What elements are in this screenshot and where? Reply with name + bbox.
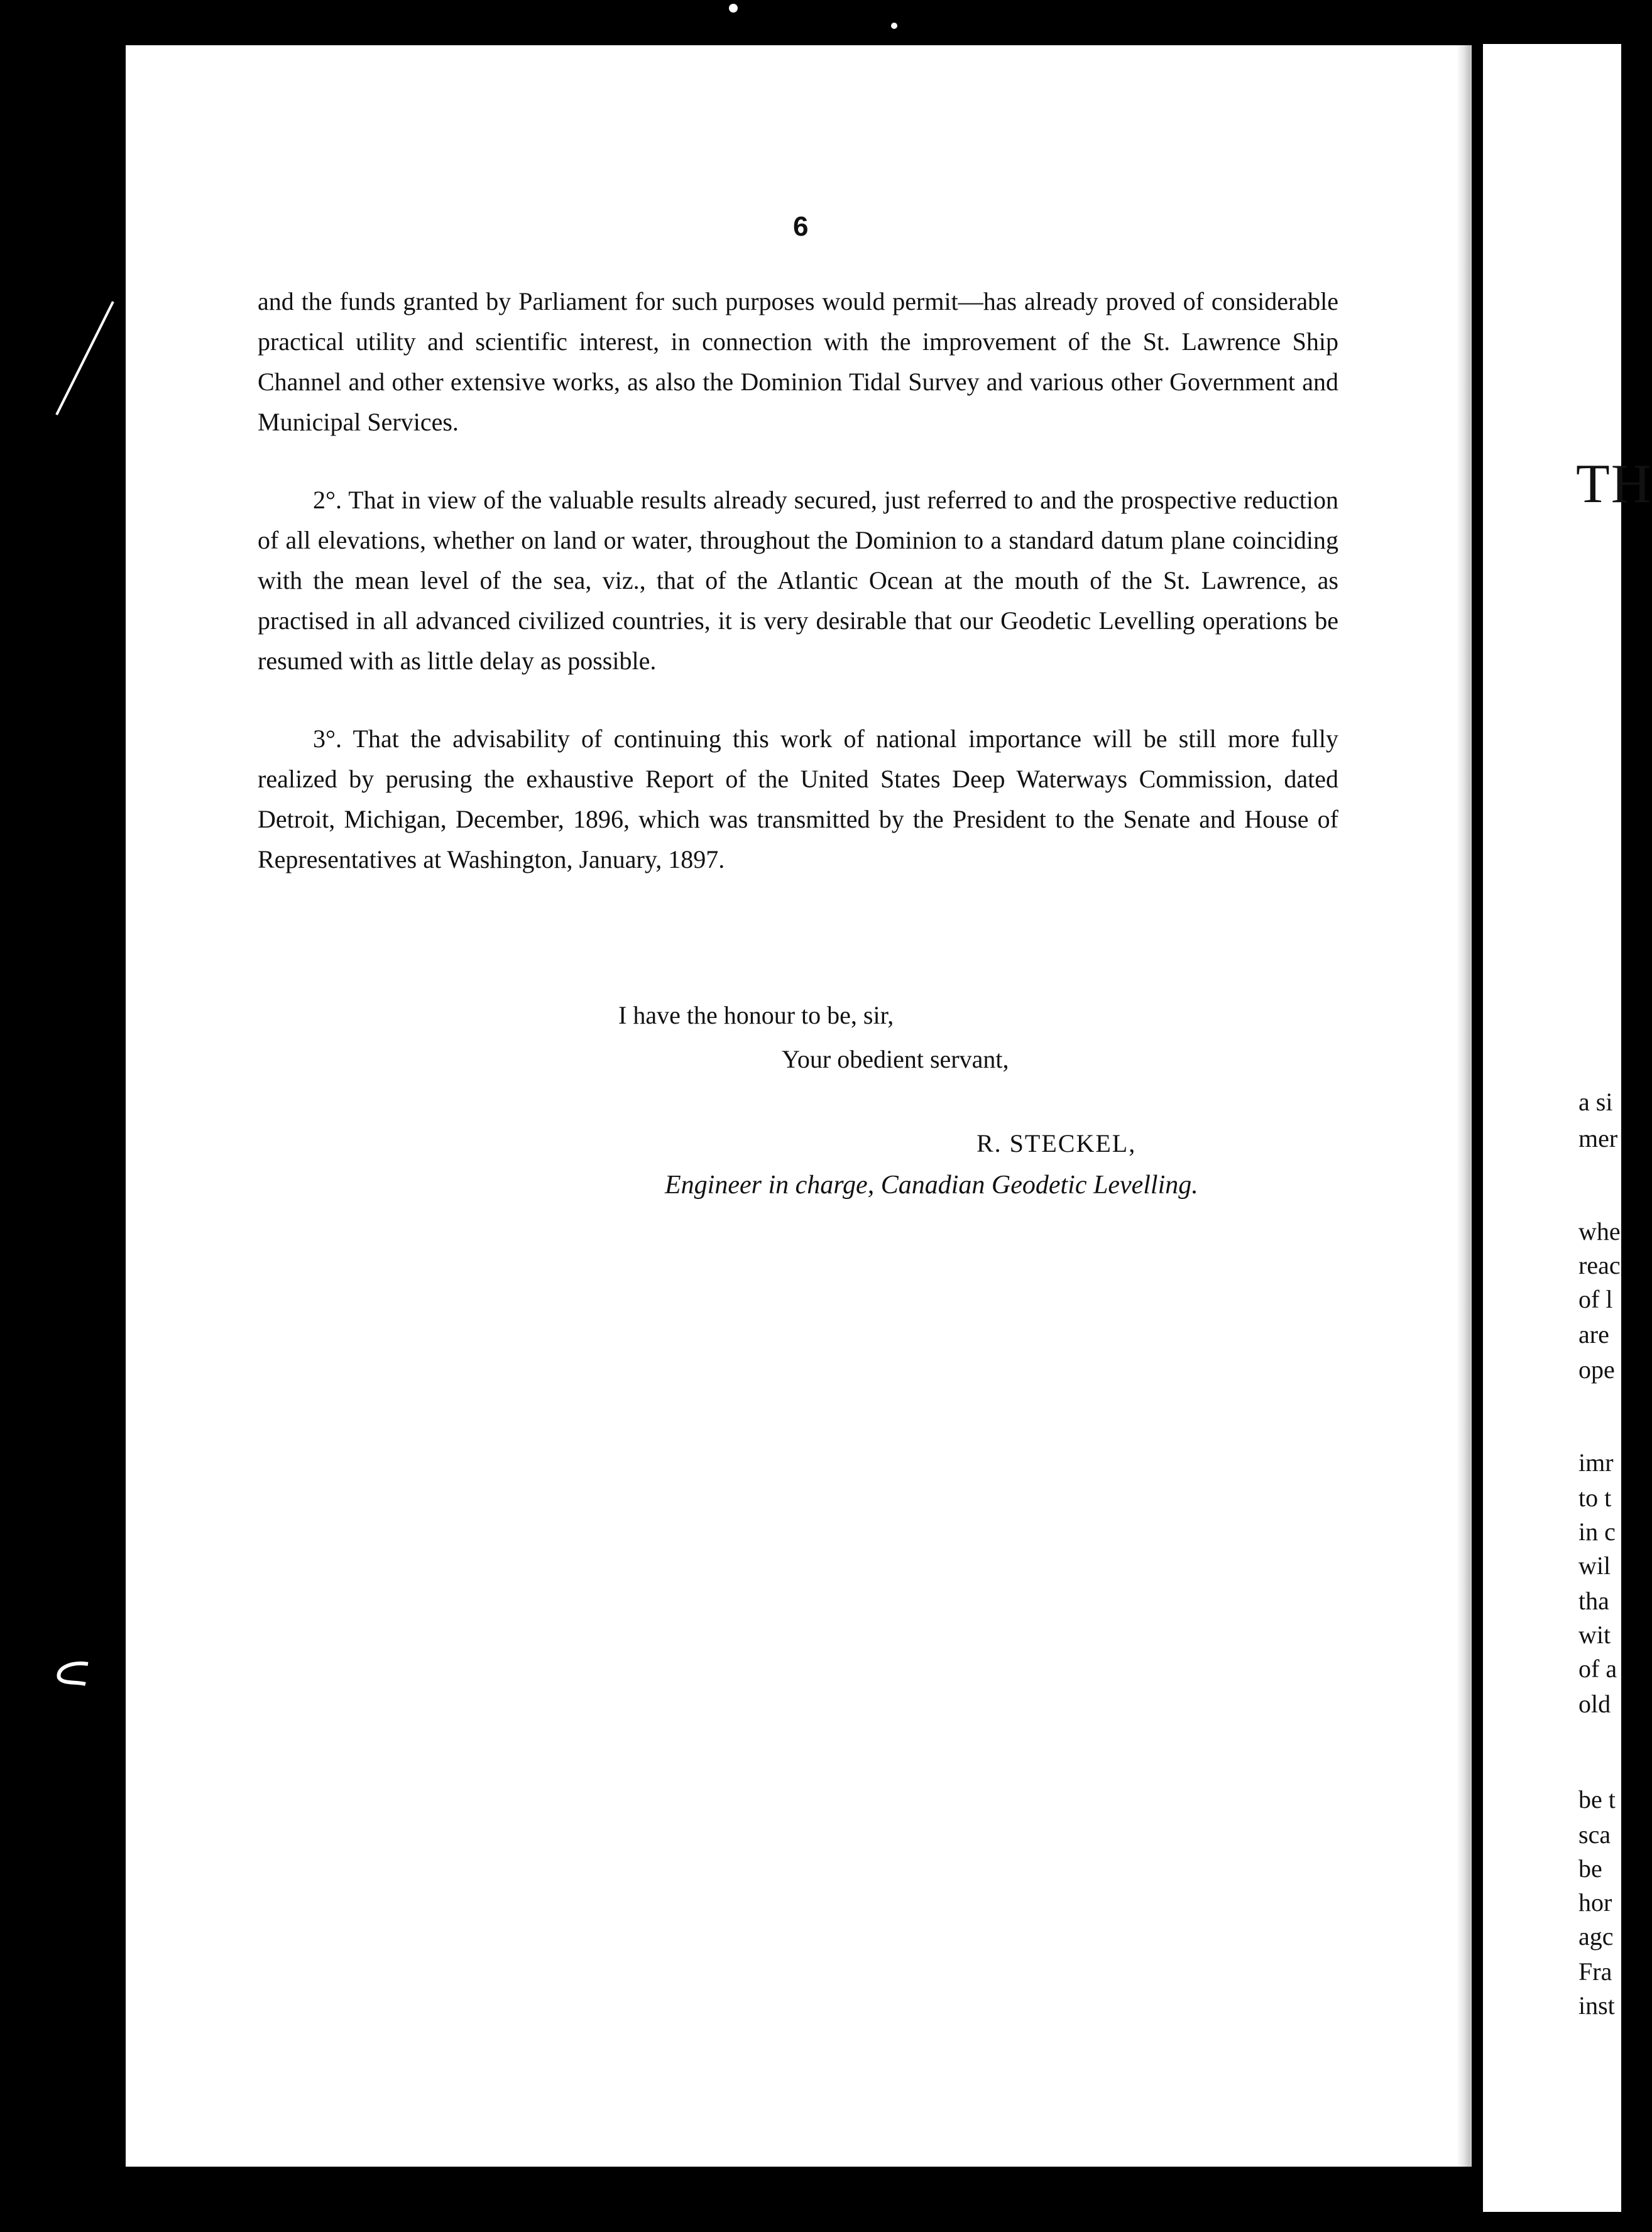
margin-pen-stroke: [38, 295, 126, 421]
signature-name: R. STECKEL,: [976, 1129, 1137, 1157]
facing-page-fragment: wit: [1578, 1621, 1611, 1649]
facing-page-fragment: in c: [1578, 1518, 1616, 1546]
facing-page-fragment: tha: [1578, 1587, 1609, 1615]
facing-page-fragment: whe: [1578, 1217, 1621, 1245]
scan-speck: [729, 4, 738, 13]
scan-speck: [891, 23, 897, 29]
margin-ink-mark: [50, 1659, 94, 1690]
facing-page-fragment: Fra: [1578, 1957, 1612, 1986]
facing-page-fragment: of a: [1578, 1655, 1617, 1683]
facing-page-fragment: reac: [1578, 1251, 1621, 1279]
facing-page-fragment: be: [1578, 1854, 1602, 1883]
facing-page-fragment: agc: [1578, 1922, 1614, 1950]
paragraph-continuation: and the funds granted by Parliament for such purposes would permit—has already proved of considerable practical utility and scientific interest, in connection with the improvement of the St. Lawrence Ship Channel and other extensive works, as also the Dominion Tidal Survey and various other Government and Municipal Services.: [258, 287, 1338, 436]
facing-page-fragment: mer: [1578, 1124, 1618, 1152]
facing-page-fragment: ope: [1578, 1355, 1615, 1384]
facing-page-fragment: to t: [1578, 1484, 1612, 1512]
closing-line: I have the honour to be, sir,: [618, 1001, 894, 1029]
facing-page: [1483, 44, 1652, 2212]
facing-page-fragment: inst: [1578, 1991, 1615, 2020]
signature-title: Engineer in charge, Canadian Geodetic Levelling.: [665, 1171, 1198, 1200]
facing-page-fragment: of l: [1578, 1285, 1613, 1313]
facing-page-fragment: hor: [1578, 1888, 1612, 1917]
facing-page-fragment: are: [1578, 1320, 1609, 1348]
paragraph-second-point: 2°. That in view of the valuable results already secured, just referred to and the prospective reduction of all elevations, whether on land or water, throughout the Dominion to a standard datum plane coinciding with the mean level of the sea, viz., that of the Atlantic Ocean at the mouth of the St. Lawrence, as practised in all advanced civilized countries, it is very desirable that our Geodetic Levelling operations be resumed with as little delay as possible.: [258, 486, 1338, 675]
facing-page-fragment: imr: [1578, 1448, 1614, 1477]
facing-page-fragment: a si: [1578, 1088, 1613, 1116]
complimentary-close: Your obedient servant,: [782, 1045, 1009, 1073]
paragraph-third-point: 3°. That the advisability of continuing this work of national importance will be still more fully realized by perusing the exhaustive Report of the United States Deep Waterways Commission, dated Detroit, Michigan, December, 1896, which was transmitted by the President to the Senate and House of Representatives at Washington, January, 1897.: [258, 725, 1338, 873]
facing-page-fragment: be t: [1578, 1785, 1616, 1814]
facing-page-fragment: wil: [1578, 1551, 1611, 1580]
facing-page-fragment: sca: [1578, 1820, 1611, 1849]
page-edge-shadow: [1457, 45, 1470, 2167]
letter-body: [258, 282, 1338, 917]
facing-page-heading: TH: [1576, 454, 1652, 515]
facing-page-fragment: old: [1578, 1690, 1611, 1718]
page-number: 6: [793, 211, 809, 242]
